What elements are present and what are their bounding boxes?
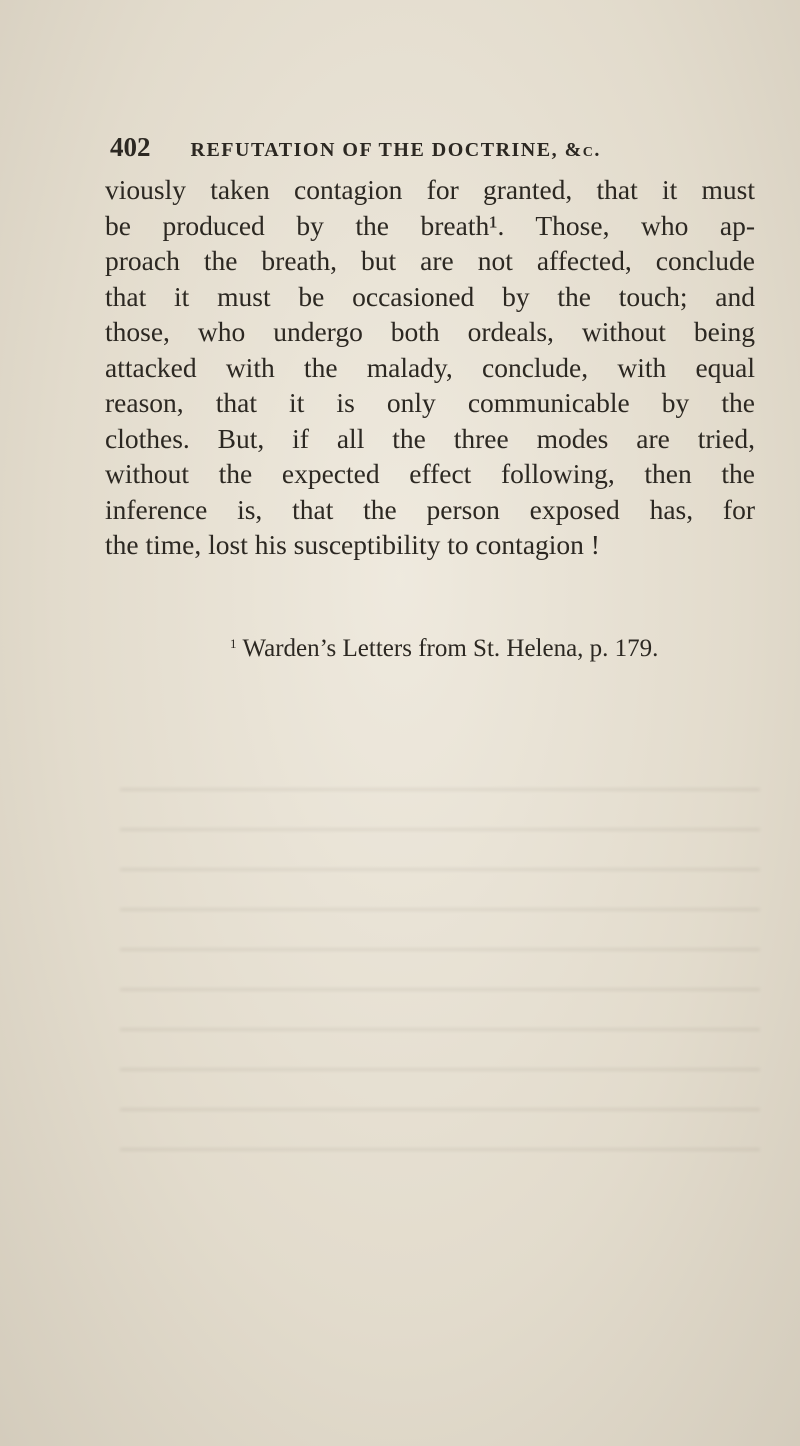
- text-line: be produced by the breath¹. Those, who ap-: [105, 209, 755, 241]
- text-line: without the expected effect following, then the: [105, 458, 755, 489]
- text-line: attacked with the malady, conclude, with equal: [105, 351, 755, 383]
- text-line: proach the breath, but are not affected, conclude: [105, 245, 755, 276]
- text-line: inference is, that the person exposed has, for: [105, 493, 755, 525]
- body-paragraph: [105, 172, 755, 563]
- text-line: that it must be occasioned by the touch; and: [105, 280, 755, 312]
- text-line: clothes. But, if all the three modes are tried,: [105, 422, 755, 454]
- show-through-texture: [120, 760, 760, 1180]
- footnote-text: Warden’s Letters from St. Helena, p. 179.: [242, 635, 659, 662]
- running-head: [110, 132, 710, 163]
- footnote: [230, 635, 750, 663]
- text-line: reason, that it is only communicable by the: [105, 387, 755, 418]
- running-title: REFUTATION OF THE DOCTRINE, &c.: [190, 139, 601, 161]
- text-line: viously taken contagion for granted, that it must: [105, 174, 755, 205]
- page-number: 402: [110, 132, 151, 162]
- footnote-marker: 1: [230, 636, 237, 651]
- text-line: the time, lost his susceptibility to contagion !: [105, 529, 600, 560]
- text-line: those, who undergo both ordeals, without being: [105, 316, 755, 347]
